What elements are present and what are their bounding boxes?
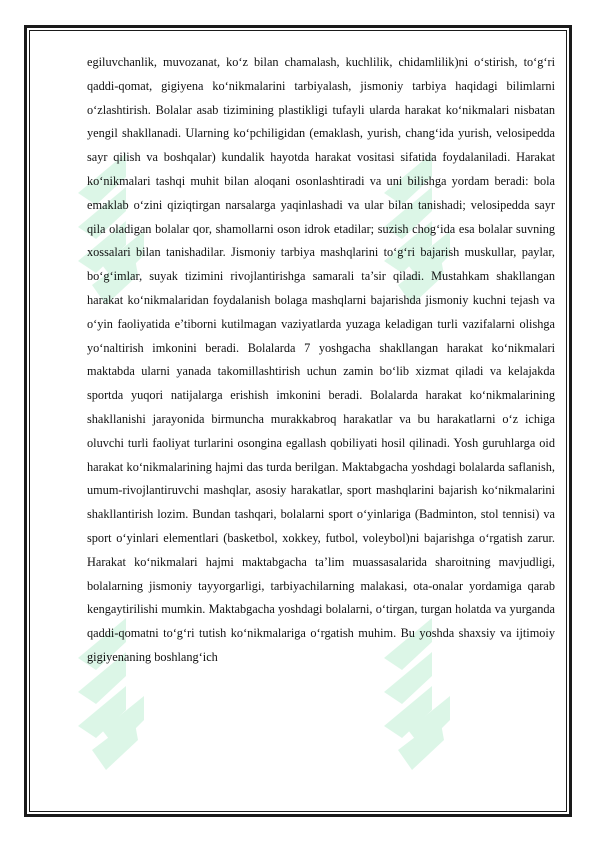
document-body — [87, 51, 555, 670]
body-paragraph: egiluvchanlik, muvozanat, ko‘z bilan chamalash, kuchlilik, chidamlilik)ni o‘stirish, to‘g‘ri qaddi-qomat, gigiyena ko‘nikmalarini tarbiyalash, jismoniy tarbiya haqidagi bilimlarni o‘zlashtirish. Bolalar asab tizimining plastikligi tufayli ularda harakat ko‘nikmalari nisbatan yengil shakllanadi. Ularning ko‘pchiligidan (emaklash, yurish, chang‘ida yurish, velosipedda sayr qilish va boshqalar) kundalik hayotda harakat vositasi sifatida foydalaniladi. Harakat ko‘nikmalari tashqi muhit bilan aloqani osonlashtiradi va uni bilishga yordam beradi: bola emaklab o‘zini qiziqtirgan narsalarga yaqinlashadi va ular bilan tanishadi; velosipedda sayr qila oladigan bolalar qor, shamollarni oson idrok etadilar; suzish chog‘ida esa bolalar suvning xossalari bilan tanishadilar. Jismoniy tarbiya mashqlarini to‘g‘ri bajarish muskullar, paylar, bo‘g‘imlar, suyak tizimini rivojlantirishga samarali ta’sir qiladi. Mustahkam shakllangan harakat ko‘nikmalaridan foydalanish bolaga mashqlarni bajarishda jismoniy kuchni tejash va o‘yin faoliyatida e’tiborni kutilmagan vaziyatlarda yuzaga keladigan turli vazifalarni olishga yo‘naltirish imkonini beradi. Bolalarda 7 yoshgacha shakllangan harakat ko‘nikmalari maktabda ularni yanada takomillashtirish uchun zamin bo‘lib xizmat qiladi va kelajakda sportda yuqori natijalarga erishish imkonini beradi. Bolalarda harakat ko‘nikmalarining shakllanishi jarayonida birmuncha murakkabroq harakatlar va bu harakatlarni o‘z ichiga oluvchi turli faoliyat turlarini osongina egallash qobiliyati hosil qilinadi. Yosh guruhlarga oid harakat ko‘nikmalarining hajmi das turda berilgan. Maktabgacha yoshdagi bolalarda saflanish, umum-rivojlantiruvchi mashqlar, asosiy harakatlar, sport mashqlarini bajarish ko‘nikmalarini shakllantirish lozim. Bundan tashqari, bolalarni sport o‘yinlariga (Badminton, stol tennisi) va sport o‘yinlari elementlari (basketbol, xokkey, futbol, voleybol)ni bajarishga o‘rgatish zarur. Harakat ko‘nikmalari hajmi maktabgacha ta’lim muassasalarida sharoitning mavjudligi, bolalarning jismoniy tayyorgarligi, tarbiyachilarning malakasi, ota-onalar yordamiga qarab kengaytirilishi mumkin. Maktabgacha yoshdagi bolalarni, o‘tirgan, turgan holatda va yurganda qaddi-qomatni to‘g‘ri tutish ko‘nikmalariga o‘rgatish muhim. Bu yoshda shaxsiy va ijtimoiy gigiyenaning boshlang‘ich — [87, 55, 555, 664]
